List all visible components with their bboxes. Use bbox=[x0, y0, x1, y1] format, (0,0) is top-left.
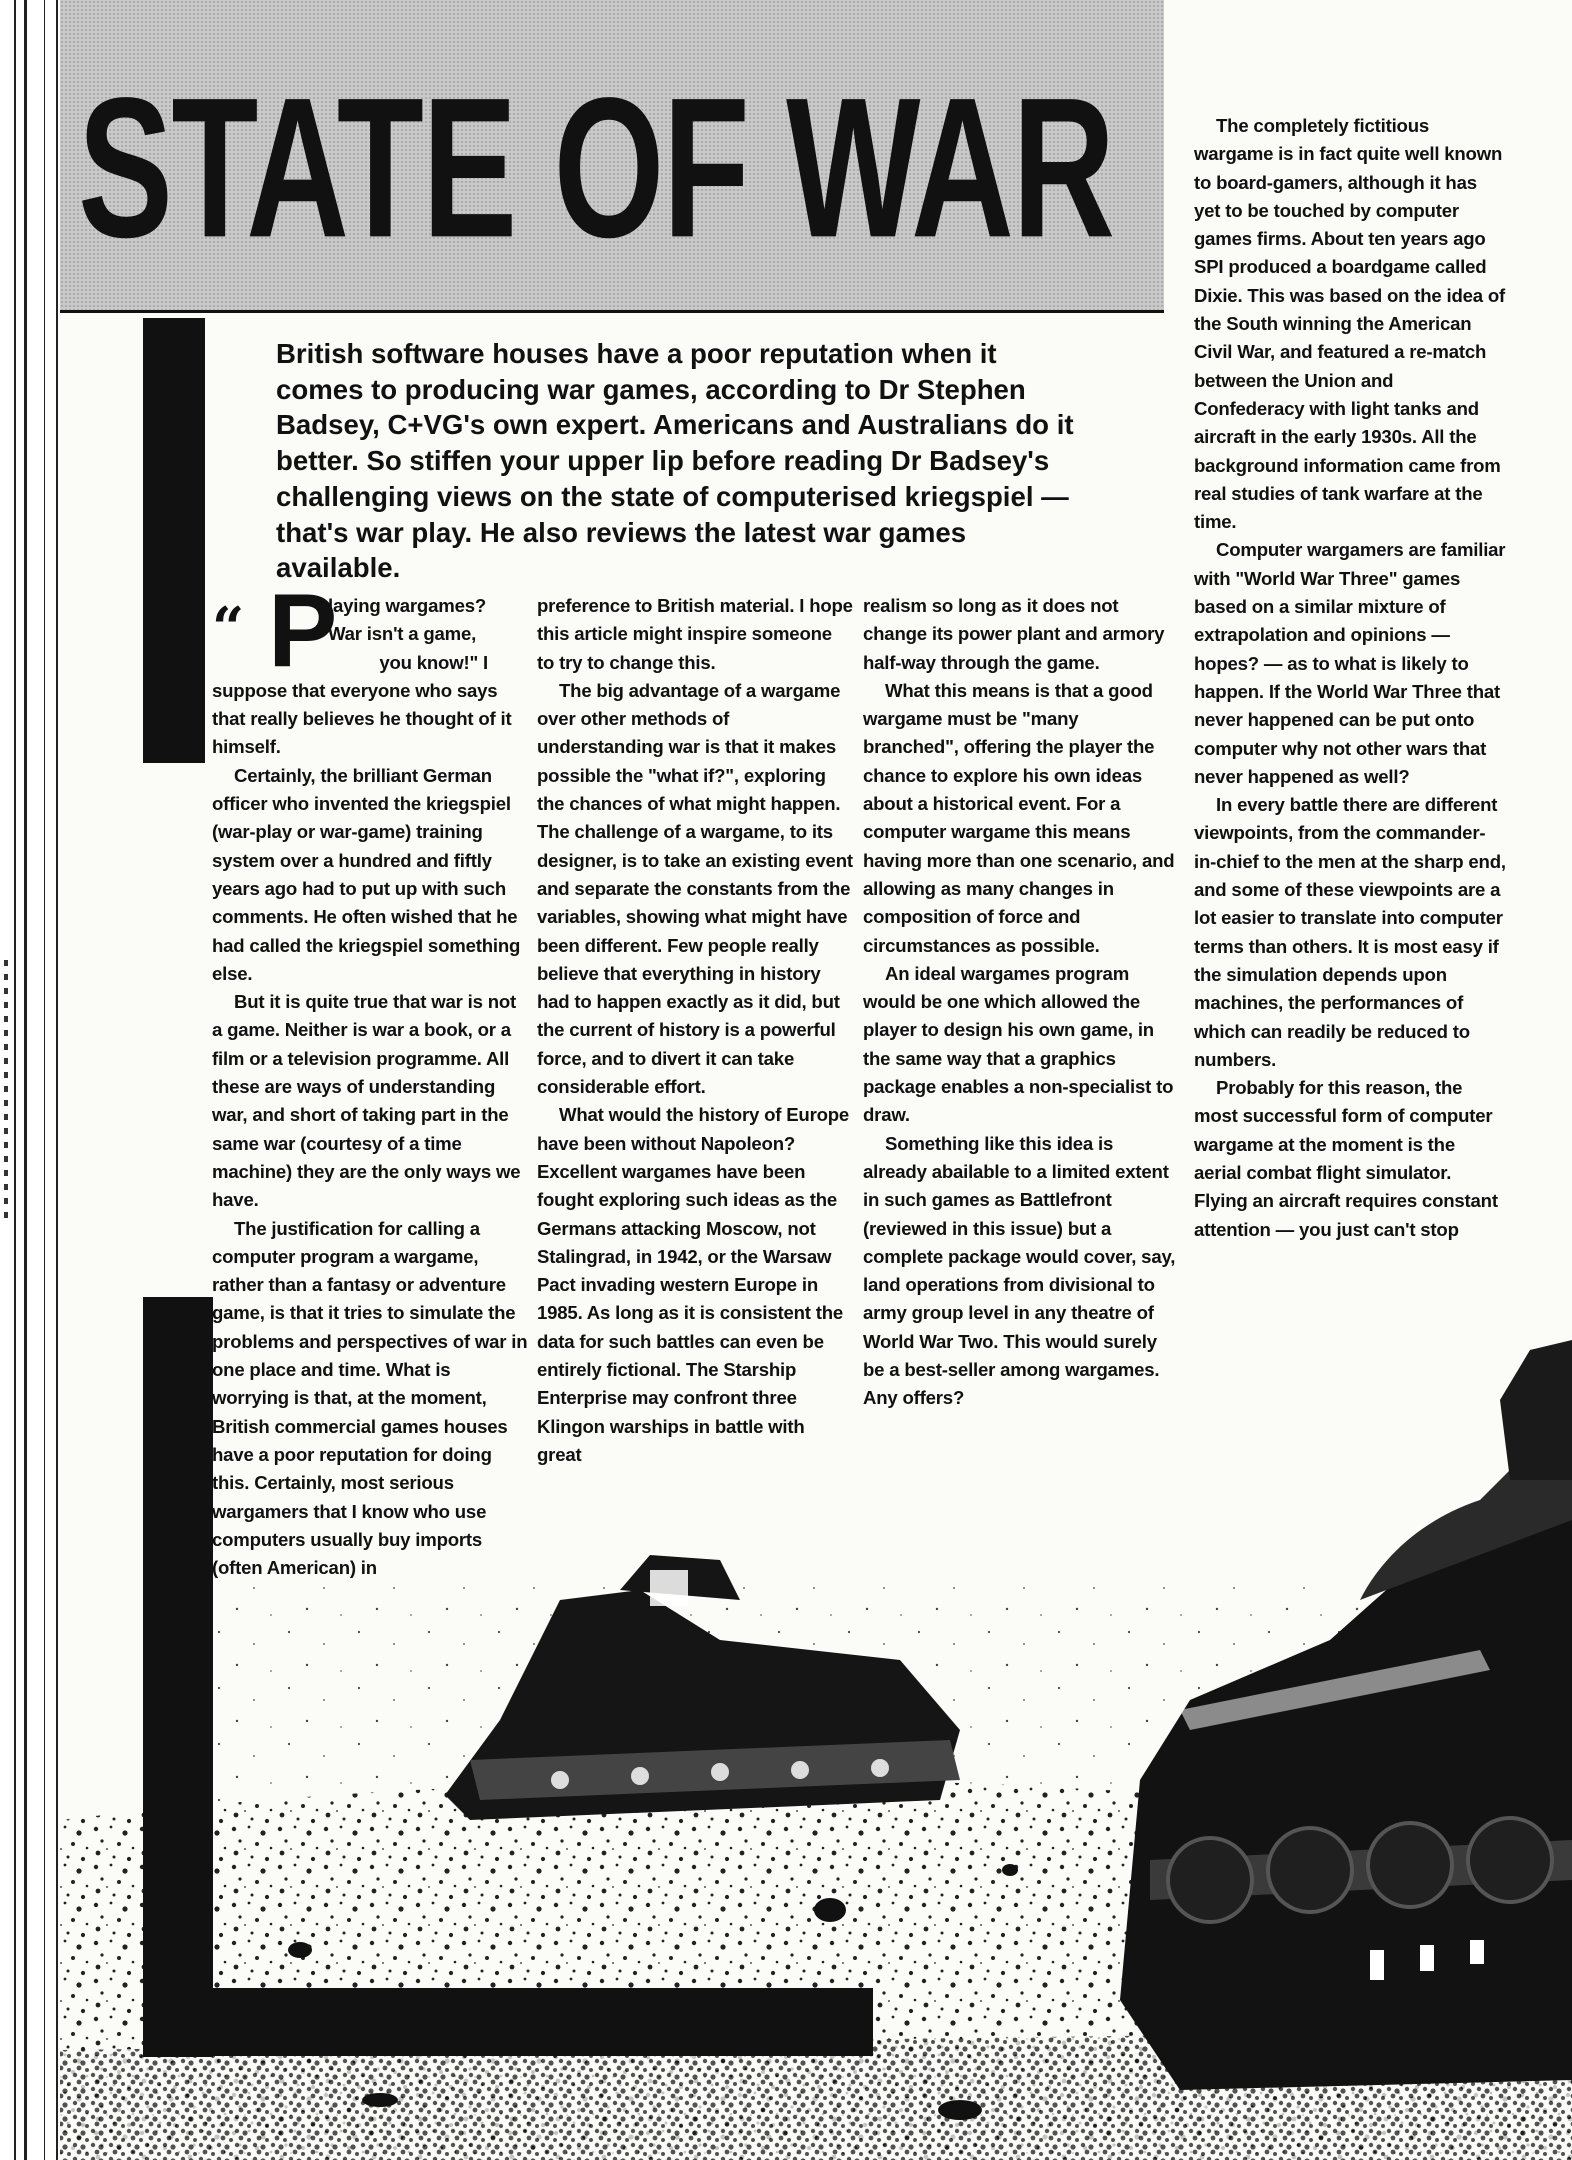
column-2 bbox=[537, 592, 853, 1469]
paragraph: suppose that everyone who says that really believes he thought of it himself. bbox=[212, 679, 512, 758]
lead-line: laying wargames? bbox=[328, 595, 487, 616]
article-standfirst: British software houses have a poor reputation when it comes to producing war games, according to Dr Stephen Badsey, C+VG's own expert. Americans and Australians do it better. So stiffen your upper lip before reading Dr Badsey's challenging views on the state of computerised kriegspiel — that's war play. He also reviews the latest war games available. bbox=[276, 338, 1074, 584]
lead-line: you know!" I bbox=[379, 651, 488, 673]
drop-cap: P bbox=[268, 573, 338, 689]
binding-line bbox=[14, 0, 16, 2160]
column-1 bbox=[212, 573, 528, 1582]
l-graphic-lower bbox=[143, 1297, 213, 2057]
paragraph: The big advantage of a wargame over other methods of understanding war is that it makes possible the "what if?", exploring the chances of what might happen. The challenge of a wargame, to its designer, is to take an existing event and separate the constants from the variables, showing what might have been different. Few people really believe that everything in history had to happen exactly as it did, but the current of history is a powerful force, and to divert it can take considerable effort. bbox=[537, 679, 853, 1098]
paragraph: preference to British material. I hope this article might inspire someone to try to change this. bbox=[537, 595, 853, 673]
lead-line: War isn't a game, bbox=[328, 623, 477, 645]
paragraph: But it is quite true that war is not a game. Neither is war a book, or a film or a television programme. All these are ways of understanding war, and short of taking part in the same war (courtesy of a time machine) they are the only ways we have. bbox=[212, 991, 521, 1211]
binding-holes bbox=[4, 960, 8, 1220]
distant-tank bbox=[445, 1555, 960, 1820]
foreground-tank bbox=[1120, 1340, 1572, 2090]
column-3 bbox=[863, 592, 1179, 1413]
binding-line bbox=[44, 0, 45, 2160]
lead-lines bbox=[212, 592, 528, 677]
l-graphic-foot bbox=[143, 1988, 873, 2056]
article-title: STATE OF WAR bbox=[78, 56, 1114, 279]
paragraph: The justification for calling a computer program a wargame, rather than a fantasy or adventure game, is that it tries to simulate the problems and perspectives of war in one place and time. What is worrying is that, at the moment, British commercial games houses have a poor reputation for doing this. Certainly, most serious wargamers that I know who use computers usually buy imports (often American) in bbox=[212, 1217, 528, 1579]
paragraph: Computer wargamers are familiar with "World War Three" games based on a similar mixture of extrapolation and opinions — hopes? — as to what is likely to happen. If the World War Three that never happened can be put onto computer why not other wars that never happened as well? bbox=[1194, 539, 1506, 787]
binding-line bbox=[56, 0, 58, 2160]
paragraph: What this means is that a good wargame must be "many branched", offering the player the chance to explore his own ideas about a historical event. For a computer wargame this means having more than one scenario, and allowing as many changes in composition of force and circumstances as possible. bbox=[863, 679, 1175, 956]
paragraph: Certainly, the brilliant German officer who invented the kriegspiel (war-play or war-game) training system over a hundred and fiftly years ago had to put up with such comments. He often wished that he had called the kriegspiel something else. bbox=[212, 764, 521, 984]
opening-quote-mark: “ bbox=[212, 595, 245, 661]
binding-line bbox=[24, 0, 27, 2160]
opening-block bbox=[212, 573, 528, 689]
binding-edge bbox=[0, 0, 58, 2160]
paragraph: The completely fictitious wargame is in fact quite well known to board-gamers, although it has yet to be touched by computer games firms. About ten years ago SPI produced a boardgame called Dixie. This was based on the idea of the South winning the American Civil War, and featured a re-match between the Union and Confederacy with light tanks and aircraft in the early 1930s. All the background information came from real studies of tank warfare at the time. bbox=[1194, 115, 1506, 533]
l-graphic-upper bbox=[143, 318, 205, 763]
paragraph: An ideal wargames program would be one which allowed the player to design his own game, in the same way that a graphics package enables a non-specialist to draw. bbox=[863, 962, 1174, 1126]
paragraph: realism so long as it does not change its power plant and armory half-way through the game. bbox=[863, 595, 1165, 673]
paragraph: What would the history of Europe have been without Napoleon? Excellent wargames have been fought exploring such ideas as the Germans attacking Moscow, not Stalingrad, in 1942, or the Warsaw Pact invading western Europe in 1985. As long as it is consistent the data for such battles can even be entirely fictional. The Starship Enterprise may confront three Klingon warships in battle with great bbox=[537, 1104, 850, 1465]
paragraph: Probably for this reason, the most successful form of computer wargame at the moment is the aerial combat flight simulator. Flying an aircraft requires constant attention — you just can't stop bbox=[1194, 1077, 1498, 1240]
paragraph: Something like this idea is already abailable to a limited extent in such games as Battlefront (reviewed in this issue) but a complete package would cover, say, land operations from divisional to army group level in any theatre of World War Two. This would surely be a best-seller among wargames. Any offers? bbox=[863, 1132, 1176, 1409]
column-4 bbox=[1194, 112, 1506, 1244]
paragraph: In every battle there are different viewpoints, from the commander-in-chief to the men at the sharp end, and some of these viewpoints are a lot easier to translate into computer terms than others. It is most easy if the simulation depends upon machines, the performances of which can readily be reduced to numbers. bbox=[1194, 794, 1506, 1070]
